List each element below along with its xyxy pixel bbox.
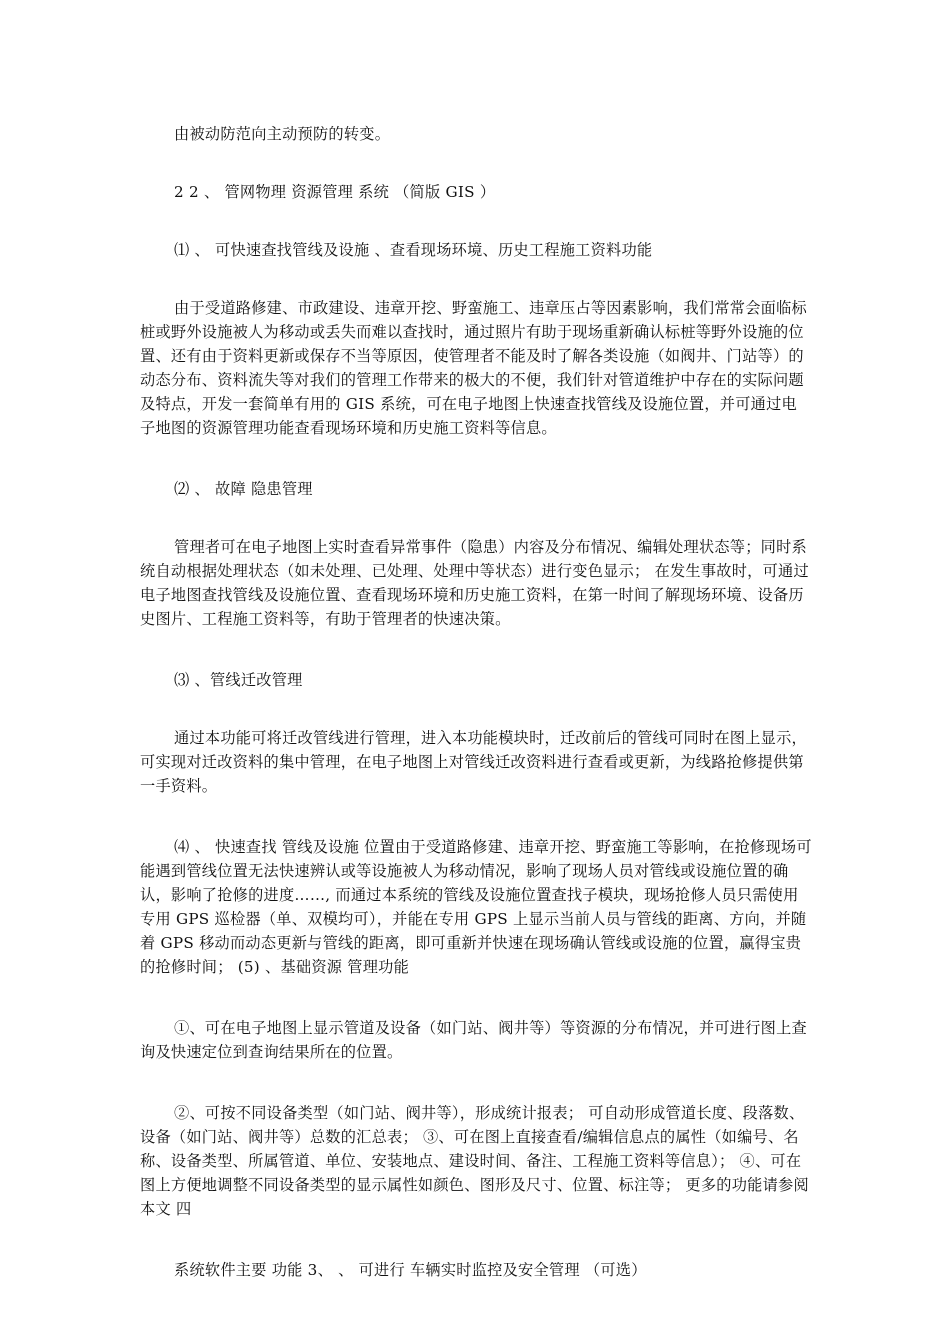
paragraph-vehicle-monitoring: 系统软件主要 功能 3、 、 可进行 车辆实时监控及安全管理 （可选）: [174, 1261, 647, 1279]
paragraph-hazard-management: 管理者可在电子地图上实时查看异常事件（隐患）内容及分布情况、编辑处理状态等；同时系统自动根据处理状态（如未处理、已处理、处理中等状态）进行变色显示； 在发生事故时，可通过电子地图查找管线及设施位置、查看现场环境和历史施工资料，在第一时间了解现场环境、设备历史图片、工程施工资料等，有助于管理者的快速决策。: [140, 538, 809, 628]
subheading-quick-find: ⑴ 、 可快速查找管线及设施 、查看现场环境、历史工程施工资料功能: [174, 241, 653, 259]
paragraph-transition: 由被动防范向主动预防的转变。: [174, 125, 391, 143]
paragraph-resource-statistics: ②、可按不同设备类型（如门站、阀井等），形成统计报表； 可自动形成管道长度、段落数、设备（如门站、阀井等）总数的汇总表； ③、可在图上直接查看/编辑信息点的属性（如编号、名称、设备类型、所属管道、单位、安装地点、建设时间、备注、工程施工资料等信息）； ④、可在图上方便地调整不同设备类型的显示属性如颜色、图形及尺寸、位置、标注等； 更多的功能请参阅本文 四: [140, 1104, 809, 1218]
section-heading-gis: 2 2 、 管网物理 资源管理 系统 （简版 GIS ）: [174, 183, 496, 201]
paragraph-quick-find: 由于受道路修建、市政建设、违章开挖、野蛮施工、违章压占等因素影响，我们常常会面临标桩或野外设施被人为移动或丢失而难以查找时，通过照片有助于现场重新确认标桩等野外设施的位置、还有由于资料更新或保存不当等原因，使管理者不能及时了解各类设施（如阀井、门站等）的动态分布、资料流失等对我们的管理工作带来的极大的不便，我们针对管道维护中存在的实际问题及特点，开发一套简单有用的 GIS 系统，可在电子地图上快速查找管线及设施位置，并可通过电子地图的资源管理功能查看现场环境和历史施工资料等信息。: [140, 299, 807, 437]
paragraph-resource-display: ①、可在电子地图上显示管道及设备（如门站、阀井等）等资源的分布情况，并可进行图上查询及快速定位到查询结果所在的位置。: [140, 1019, 807, 1061]
subheading-relocation-management: ⑶ 、管线迁改管理: [174, 671, 303, 689]
document-body: [140, 122, 812, 1282]
paragraph-relocation-management: 通过本功能可将迁改管线进行管理，进入本功能模块时，迁改前后的管线可同时在图上显示，可实现对迁改资料的集中管理，在电子地图上对管线迁改资料进行查看或更新，为线路抢修提供第一手资料。: [140, 729, 807, 795]
paragraph-quick-locate: ⑷ 、 快速查找 管线及设施 位置由于受道路修建、违章开挖、野蛮施工等影响，在抢修现场可能遇到管线位置无法快速辨认或等设施被人为移动情况，影响了现场人员对管线或设施位置的确认，影响了抢修的进度……, 而通过本系统的管线及设施位置查找子模块，现场抢修人员只需使用专用 GPS 巡检器（单、双模均可），并能在专用 GPS 上显示当前人员与管线的距离、方向，并随着 GPS 移动而动态更新与管线的距离，即可重新并快速在现场确认管线或设施的位置，赢得宝贵的抢修时间； (5) 、基础资源 管理功能: [140, 838, 812, 976]
subheading-hazard-management: ⑵ 、 故障 隐患管理: [174, 480, 313, 498]
